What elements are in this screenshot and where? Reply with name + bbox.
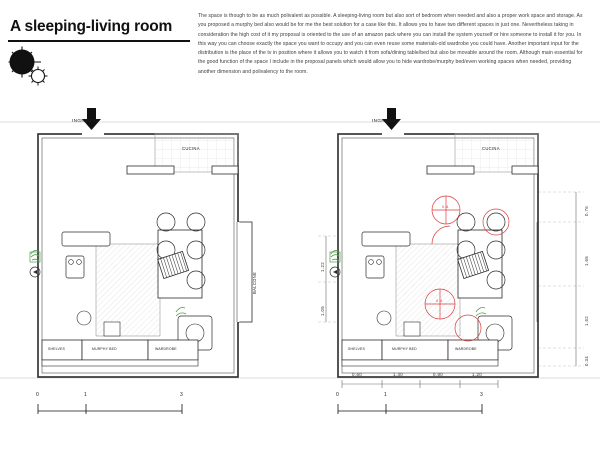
plan-right-drawing [300, 104, 600, 465]
furniture-label-shelves: SHELVES [48, 347, 65, 351]
label-cucina: CUCINA [482, 146, 500, 151]
furniture-label-wardrobe: WARDROBE [455, 347, 477, 351]
label-balcone: BALCONE [252, 271, 257, 294]
scale-tick-0: 0 [36, 392, 39, 398]
sun-compass-icon [8, 46, 60, 92]
label-cucina: CUCINA [182, 146, 200, 151]
annotation-tag-1: 0.4 [436, 298, 443, 303]
scale-tick-3: 3 [180, 392, 183, 398]
page-header [0, 0, 600, 104]
scale-tick-0: 0 [336, 392, 339, 398]
dim-bottom-3: 1.20 [472, 372, 483, 377]
furniture-label-murphy-bed: MURPHY BED [392, 347, 417, 351]
scale-tick-1: 1 [84, 392, 87, 398]
label-ingresso: INGRESSO [372, 118, 400, 123]
label-ingresso: INGRESSO [72, 118, 100, 123]
dim-right-1: 1.65 [584, 255, 589, 266]
furniture-label-murphy-bed: MURPHY BED [92, 347, 117, 351]
title-underline [8, 40, 190, 42]
dim-bottom-0: 0.60 [352, 372, 363, 377]
dim-right-2: 1.62 [584, 315, 589, 326]
scale-tick-1: 1 [384, 392, 387, 398]
dim-right-0: 0.76 [584, 205, 589, 216]
plan-left [0, 104, 300, 460]
furniture-label-shelves: SHELVES [348, 347, 365, 351]
annotation-tag-0: 0.4 [442, 204, 449, 209]
dim-bottom-2: 0.80 [433, 372, 444, 377]
dim-bottom-1: 1.40 [393, 372, 404, 377]
scale-tick-3: 3 [480, 392, 483, 398]
page-title: A sleeping-living room [10, 18, 173, 35]
furniture-label-wardrobe: WARDROBE [155, 347, 177, 351]
dim-left-1: 1.05 [320, 305, 325, 316]
project-description: The space is though to be as much polivalent as possible. A sleeping-living room but also sort of bedroom when needed and also a proper work space and storage. As you proposed a murphy bed also would be for me the best solution for a case like this. It allows you to have two different spaces in just one. Nevertheless taking in consideration the high cost of it my proposal is oriented to the use of an amazon pack where you can install the system yourself or hire someone to install it for you. In this way you can choose exactly the space you want to occupy and you can even reuse some materials-old wardrobe you could have. Another important input for the distribution is the place of the tv in position where it allows you to watch it from sofa/dining table/bed but also be movable around the room. Although main essential for the good function of the space I include in the proposal panels which would allow you to hide wardrobe/murphy bed/even working spaces when needed, providing another dimension and polivalency to the room. [198, 13, 583, 75]
plan-right [300, 104, 600, 460]
dim-right-3: 0.34 [584, 355, 589, 366]
dim-left-0: 1.22 [320, 261, 325, 272]
